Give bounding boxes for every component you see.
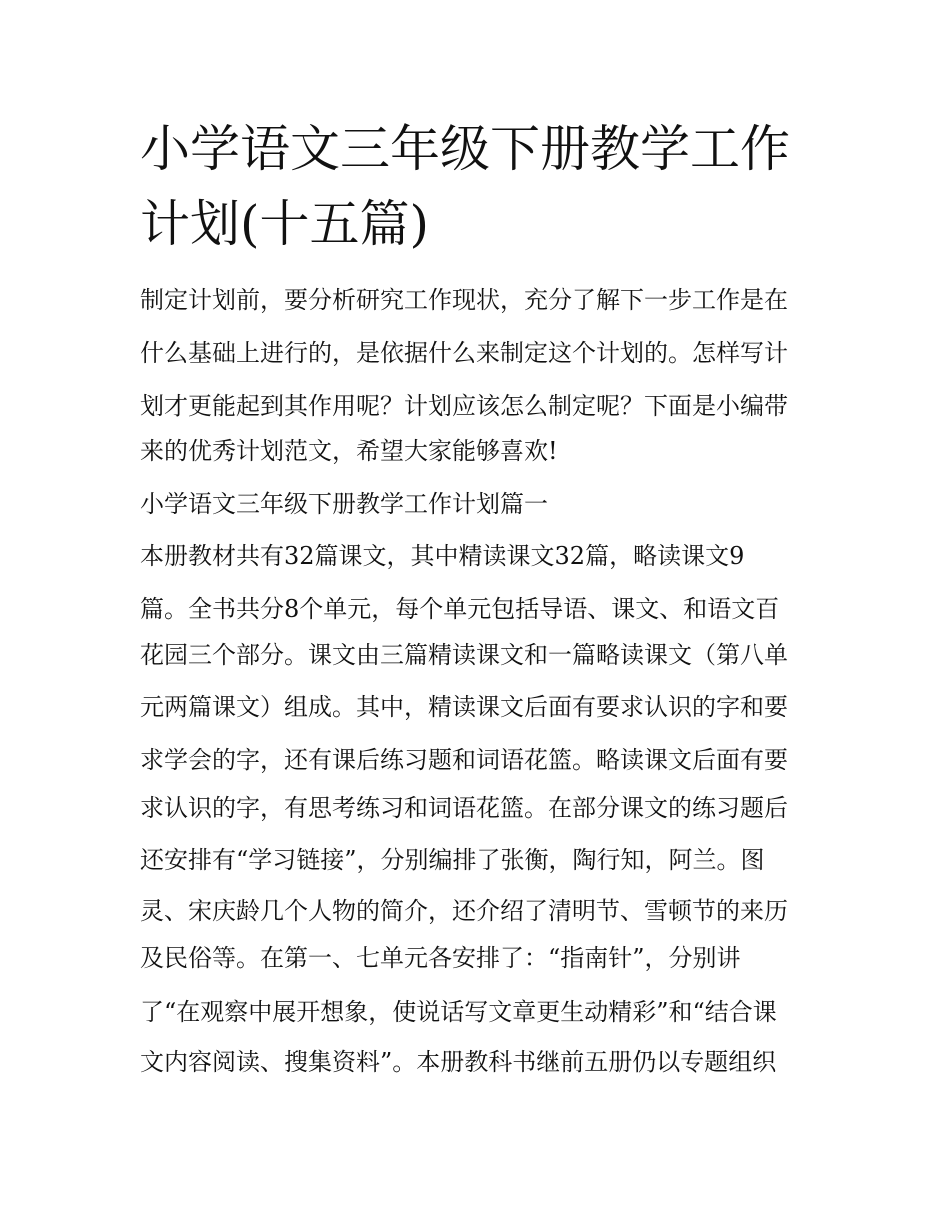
intro-line: 什么基础上进行的，是依据什么来制定这个计划的。怎样写计 [140,339,788,367]
body-line: 本册教材共有32篇课文，其中精读课文32篇，略读课文9 [140,542,745,570]
body-line: 了“在观察中展开想象，使说话写文章更生动精彩”和“结合课 [140,998,777,1026]
body-line: 求学会的字，还有课后练习题和词语花篮。略读课文后面有要 [140,746,788,774]
body-line: 还安排有“学习链接”，分别编排了张衡，陶行知，阿兰。图 [140,846,765,874]
body-line: 花园三个部分。课文由三篇精读课文和一篇略读课文（第八单 [140,641,788,669]
title-line: 计划(十五篇) [140,195,430,253]
body-line: 篇。全书共分8个单元，每个单元包括导语、课文、和语文百 [140,595,780,623]
body-line: 求认识的字，有思考练习和词语花篮。在部分课文的练习题后 [140,794,788,822]
intro-line: 划才更能起到其作用呢？计划应该怎么制定呢？下面是小编带 [140,392,788,420]
body-line: 及民俗等。在第一、七单元各安排了：“指南针”，分别讲 [140,944,741,972]
body-line: 文内容阅读、搜集资料”。本册教科书继前五册仍以专题组织 [140,1048,777,1076]
body-line: 灵、宋庆龄几个人物的简介，还介绍了清明节、雪顿节的来历 [140,897,788,925]
document-title [140,112,820,262]
title-line: 小学语文三年级下册教学工作 [140,120,790,178]
intro-line: 制定计划前，要分析研究工作现状，充分了解下一步工作是在 [140,286,788,314]
body-line: 元两篇课文）组成。其中，精读课文后面有要求认识的字和要 [140,693,788,721]
intro-line: 来的优秀计划范文，希望大家能够喜欢! [140,437,558,465]
section-heading: 小学语文三年级下册教学工作计划篇一 [140,490,548,518]
